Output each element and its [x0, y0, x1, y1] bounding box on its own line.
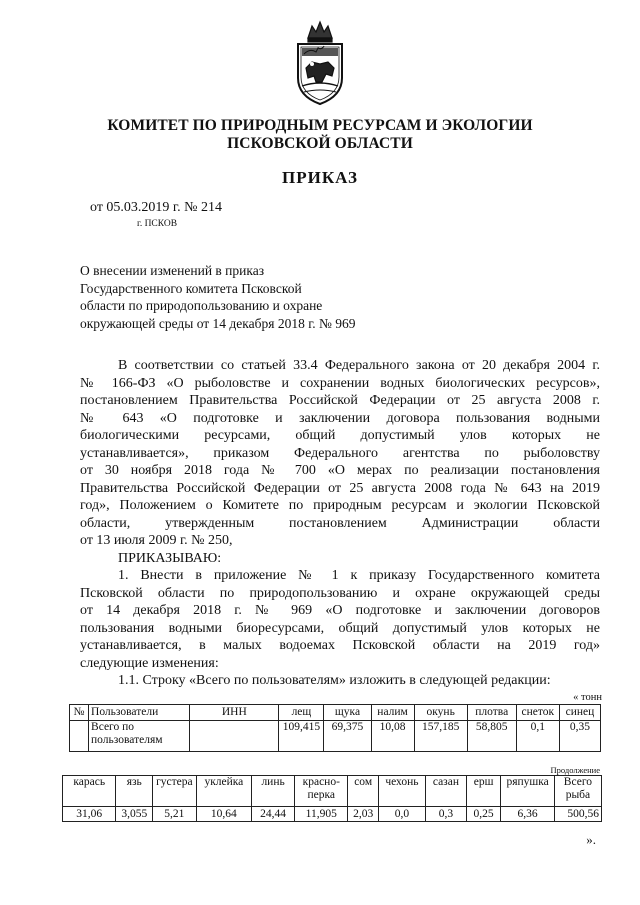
subject-line: О внесении изменений в приказ	[80, 263, 265, 278]
table-cell: 3,055	[116, 807, 153, 822]
body-line: пользования водными биоресурсами, общий допустимый улов которых не	[80, 620, 600, 636]
date-number: от 05.03.2019 г. № 214	[90, 200, 222, 215]
body-line: 1. Внести в приложение № 1 к приказу Государственного комитета	[118, 568, 600, 583]
body-line: от 14 декабря 2018 г. № 969 «О подготовке и заключении договоров	[80, 603, 600, 618]
table-cell: 2,03	[348, 807, 378, 822]
table-cell	[190, 721, 279, 752]
table-header-cell: плотва	[467, 705, 516, 721]
table-cell: 11,905	[295, 807, 348, 822]
table-cell: 0,25	[466, 807, 501, 822]
table-header-cell: карась	[63, 776, 116, 807]
body-line: № 166-ФЗ «О рыболовстве и сохранении водных биологических ресурсов»,	[80, 375, 600, 391]
table-cell: 500,56	[554, 807, 601, 822]
species-continuation-table	[62, 775, 602, 822]
table-header-cell: ИНН	[190, 705, 279, 721]
table-header-cell: окунь	[414, 705, 467, 721]
table-row	[70, 721, 601, 752]
body-line: № 643 «О подготовке и заключении договора пользования водными	[80, 410, 600, 426]
table-cell	[70, 721, 89, 752]
body-line: биологическими ресурсами, общий допустимый улов которых не	[80, 428, 600, 443]
body-line: Правительства Российской Федерации от 25 августа 2008 года № 643 на 2019	[80, 480, 600, 496]
table-header-cell: Всего рыба	[554, 776, 601, 807]
closing-quote: ».	[586, 832, 596, 847]
table-cell: Всего по пользователям	[89, 721, 190, 752]
body-line: устанавливается», приказом Федерального агентства по рыболовству	[80, 445, 600, 461]
order-body	[80, 357, 600, 690]
table-cell: 10,08	[371, 721, 414, 752]
body-line: от 13 июля 2009 г. № 250,	[80, 533, 233, 548]
table-header-row	[63, 776, 602, 807]
table-header-cell: чехонь	[378, 776, 425, 807]
table-header-cell: сазан	[425, 776, 466, 807]
table-cell: 10,64	[196, 807, 252, 822]
body-line: устанавливается, в малых водоемах Псковской области на 2019 год»	[80, 638, 600, 653]
body-line: области, утвержденным постановлением Администрации области	[80, 515, 600, 531]
body-line: от 30 ноября 2018 года № 700 «О мерах по реализации постановления	[80, 463, 600, 478]
body-line: следующие изменения:	[80, 655, 219, 671]
table-cell: 0,35	[559, 721, 600, 752]
table-cell: 58,805	[467, 721, 516, 752]
continuation-label: Продолжение	[550, 765, 600, 775]
table-header-cell: ряпушка	[501, 776, 554, 807]
units-label: « тонн	[573, 692, 602, 703]
table-header-cell: густера	[153, 776, 197, 807]
table-cell: 109,415	[279, 721, 324, 752]
table-cell: 5,21	[153, 807, 197, 822]
body-line: постановлением Правительства Российской Федерации от 25 августа 2008 г.	[80, 393, 600, 408]
org-line-1: КОМИТЕТ ПО ПРИРОДНЫМ РЕСУРСАМ И ЭКОЛОГИИ	[107, 117, 533, 134]
order-subject	[80, 262, 460, 332]
document-type: ПРИКАЗ	[282, 168, 358, 187]
table-cell: 6,36	[501, 807, 554, 822]
body-line: год», Положением о Комитете по природным ресурсам и экологии Псковской	[80, 498, 600, 513]
subject-line: области по природопользованию и охране	[80, 298, 323, 313]
table-header-cell: уклейка	[196, 776, 252, 807]
city: г. ПСКОВ	[137, 219, 178, 229]
table-cell: 69,375	[324, 721, 371, 752]
table-header-cell: снеток	[516, 705, 559, 721]
table-cell: 31,06	[63, 807, 116, 822]
table-cell: 0,1	[516, 721, 559, 752]
table-header-cell: налим	[371, 705, 414, 721]
table-header-cell: язь	[116, 776, 153, 807]
users-table	[69, 704, 601, 752]
table-header-cell: Пользователи	[89, 705, 190, 721]
table-header-cell: ерш	[466, 776, 501, 807]
coat-of-arms-emblem	[288, 18, 352, 106]
table-cell: 157,185	[414, 721, 467, 752]
table-header-cell: щука	[324, 705, 371, 721]
order-word: ПРИКАЗЫВАЮ:	[118, 550, 222, 566]
table-header-cell: красно-перка	[295, 776, 348, 807]
table-header-cell: сом	[348, 776, 378, 807]
body-line: В соответствии со статьей 33.4 Федерального закона от 20 декабря 2004 г.	[118, 358, 600, 373]
table-header-cell: №	[70, 705, 89, 721]
subject-line: окружающей среды от 14 декабря 2018 г. № 969	[80, 315, 356, 331]
subject-line: Государственного комитета Псковской	[80, 280, 302, 296]
table-row	[63, 807, 602, 822]
table-cell: 0,3	[425, 807, 466, 822]
organization-name	[60, 117, 580, 153]
table-header-cell: линь	[252, 776, 295, 807]
org-line-2: ПСКОВСКОЙ ОБЛАСТИ	[227, 135, 413, 152]
table-header-cell: синец	[559, 705, 600, 721]
table-header-cell: лещ	[279, 705, 324, 721]
table-header-row	[70, 705, 601, 721]
body-line: 1.1. Строку «Всего по пользователям» изложить в следующей редакции:	[118, 673, 551, 688]
body-line: Псковской области по природопользованию и охране окружающей среды	[80, 585, 600, 601]
table-cell: 0,0	[378, 807, 425, 822]
table-cell: 24,44	[252, 807, 295, 822]
